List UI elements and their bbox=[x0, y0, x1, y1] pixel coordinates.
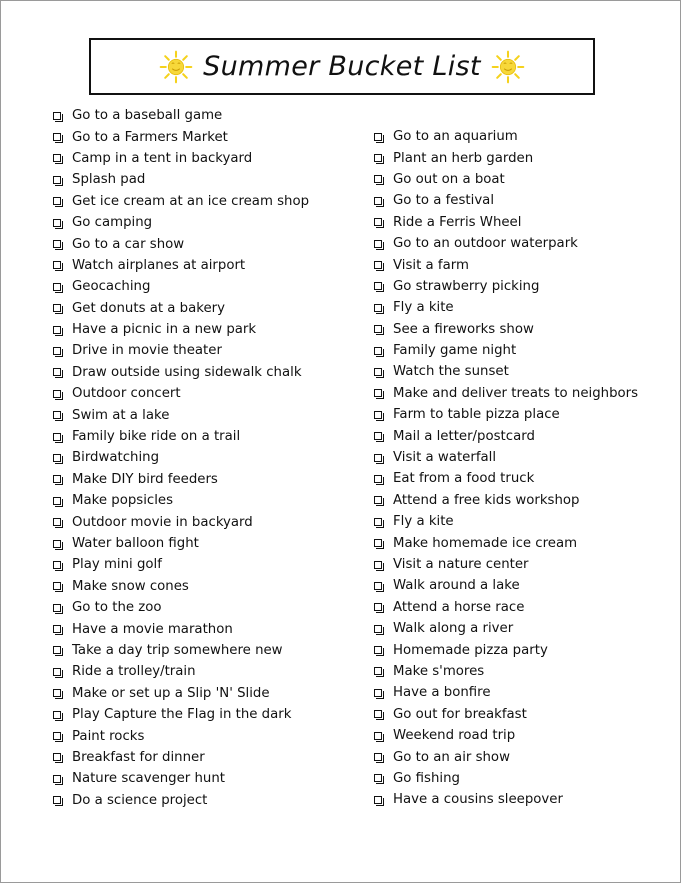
checklist-item bbox=[374, 126, 638, 147]
checklist-item bbox=[53, 469, 309, 490]
checkbox-icon[interactable] bbox=[53, 689, 61, 697]
checklist-item bbox=[374, 682, 638, 703]
checklist-item-label: Have a movie marathon bbox=[72, 621, 233, 637]
checkbox-icon[interactable] bbox=[374, 796, 382, 804]
checkbox-icon[interactable] bbox=[374, 154, 382, 162]
checklist-item-label: Take a day trip somewhere new bbox=[72, 642, 283, 658]
checkbox-icon[interactable] bbox=[374, 389, 382, 397]
checkbox-icon[interactable] bbox=[53, 518, 61, 526]
checklist-item bbox=[53, 683, 309, 704]
checkbox-icon[interactable] bbox=[53, 561, 61, 569]
checkbox-icon[interactable] bbox=[53, 604, 61, 612]
checklist-item-label: Drive in movie theater bbox=[72, 343, 222, 359]
checklist-item bbox=[53, 148, 309, 169]
checkbox-icon[interactable] bbox=[53, 775, 61, 783]
checklist-item bbox=[374, 361, 638, 382]
checklist-item-label: Have a picnic in a new park bbox=[72, 322, 257, 338]
checklist-item bbox=[53, 255, 309, 276]
checkbox-icon[interactable] bbox=[374, 646, 382, 654]
checklist-item bbox=[53, 426, 309, 447]
checkbox-icon[interactable] bbox=[374, 175, 382, 183]
checklist-item-label: Have a cousins sleepover bbox=[393, 792, 563, 808]
checklist-item bbox=[374, 147, 638, 168]
checkbox-icon[interactable] bbox=[53, 796, 61, 804]
checkbox-icon[interactable] bbox=[53, 261, 61, 269]
checklist-item bbox=[53, 404, 309, 425]
checklist-item bbox=[374, 575, 638, 596]
checklist-item bbox=[374, 639, 638, 660]
checklist-item-label: Go to a Farmers Market bbox=[72, 129, 228, 145]
checklist-item-label: Outdoor movie in backyard bbox=[72, 514, 253, 530]
checklist-item-label: Visit a farm bbox=[393, 257, 469, 273]
checklist-item bbox=[374, 490, 638, 511]
checklist-item bbox=[53, 725, 309, 746]
checkbox-icon[interactable] bbox=[53, 390, 61, 398]
checkbox-icon[interactable] bbox=[374, 368, 382, 376]
checklist-item bbox=[374, 190, 638, 211]
checklist-item-label: Go out on a boat bbox=[393, 171, 505, 187]
checkbox-icon[interactable] bbox=[53, 154, 61, 162]
checkbox-icon[interactable] bbox=[53, 668, 61, 676]
checkbox-icon[interactable] bbox=[374, 240, 382, 248]
checkbox-icon[interactable] bbox=[53, 304, 61, 312]
checkbox-icon[interactable] bbox=[53, 283, 61, 291]
checklist-item-label: Get ice cream at an ice cream shop bbox=[72, 193, 310, 209]
checklist-item-label: Splash pad bbox=[72, 172, 146, 188]
checklist-item-label: Do a science project bbox=[72, 792, 208, 808]
page-title: Summer Bucket List bbox=[203, 51, 481, 82]
checklist-item-label: Attend a free kids workshop bbox=[393, 492, 580, 508]
checkbox-icon[interactable] bbox=[53, 326, 61, 334]
checkbox-icon[interactable] bbox=[53, 411, 61, 419]
checklist-item-label: Geocaching bbox=[72, 279, 151, 295]
checklist-item bbox=[374, 233, 638, 254]
checklist-item bbox=[53, 276, 309, 297]
checklist-item-label: Fly a kite bbox=[393, 514, 454, 530]
checkbox-icon[interactable] bbox=[53, 454, 61, 462]
checklist-item-label: Paint rocks bbox=[72, 728, 145, 744]
checklist-item-label: Fly a kite bbox=[393, 300, 454, 316]
checklist-item-label: Mail a letter/postcard bbox=[393, 428, 535, 444]
checkbox-icon[interactable] bbox=[374, 625, 382, 633]
checklist-item-label: Play Capture the Flag in the dark bbox=[72, 707, 292, 723]
checklist-item-label: Family game night bbox=[393, 343, 517, 359]
checkbox-icon[interactable] bbox=[374, 582, 382, 590]
checkbox-icon[interactable] bbox=[374, 282, 382, 290]
checklist-item bbox=[374, 511, 638, 532]
checkbox-icon[interactable] bbox=[374, 561, 382, 569]
checkbox-icon[interactable] bbox=[53, 219, 61, 227]
checklist-item bbox=[374, 661, 638, 682]
checklist-item-label: Go to a car show bbox=[72, 236, 185, 252]
checklist-item bbox=[374, 383, 638, 404]
checklist-item bbox=[374, 704, 638, 725]
checklist-item bbox=[374, 447, 638, 468]
checklist-item bbox=[53, 747, 309, 768]
checklist-item-label: Make popsicles bbox=[72, 493, 174, 509]
checkbox-icon[interactable] bbox=[53, 732, 61, 740]
checklist-item-label: Weekend road trip bbox=[393, 728, 516, 744]
checklist-item-label: Play mini golf bbox=[72, 557, 162, 573]
checkbox-icon[interactable] bbox=[374, 689, 382, 697]
checkbox-icon[interactable] bbox=[53, 347, 61, 355]
checklist-item-label: Walk along a river bbox=[393, 621, 514, 637]
checkbox-icon[interactable] bbox=[53, 368, 61, 376]
checkbox-icon[interactable] bbox=[53, 197, 61, 205]
checkbox-icon[interactable] bbox=[374, 454, 382, 462]
checklist-item-label: Breakfast for dinner bbox=[72, 749, 205, 765]
checklist-item bbox=[53, 319, 309, 340]
checklist-item-label: Draw outside using sidewalk chalk bbox=[72, 364, 302, 380]
checkbox-icon[interactable] bbox=[53, 646, 61, 654]
checklist-item-label: Birdwatching bbox=[72, 450, 160, 466]
checkbox-icon[interactable] bbox=[374, 732, 382, 740]
checklist-item-label: Go to a baseball game bbox=[72, 108, 223, 124]
checklist-item-label: Visit a nature center bbox=[393, 557, 529, 572]
checkbox-icon[interactable] bbox=[53, 176, 61, 184]
checklist-item-label: Eat from a food truck bbox=[393, 471, 535, 487]
checklist-item-label: Go to an aquarium bbox=[393, 129, 518, 145]
checkbox-icon[interactable] bbox=[374, 325, 382, 333]
checklist-item bbox=[53, 790, 309, 811]
checkbox-icon[interactable] bbox=[53, 112, 61, 120]
checklist-item-label: Make or set up a Slip 'N' Slide bbox=[72, 685, 270, 701]
checkbox-icon[interactable] bbox=[53, 582, 61, 590]
checklist-item-label: Swim at a lake bbox=[72, 407, 170, 423]
checkbox-icon[interactable] bbox=[374, 304, 382, 312]
checklist-item-label: Nature scavenger hunt bbox=[72, 771, 225, 787]
checkbox-icon[interactable] bbox=[374, 432, 382, 440]
checkbox-icon[interactable] bbox=[374, 261, 382, 269]
checklist-item-label: Visit a waterfall bbox=[393, 450, 497, 466]
checklist-item bbox=[53, 105, 309, 126]
checklist-item bbox=[53, 383, 309, 404]
checklist-item bbox=[53, 576, 309, 597]
checklist-item bbox=[374, 276, 638, 297]
checklist-item bbox=[374, 597, 638, 618]
checklist-item-label: Farm to table pizza place bbox=[393, 407, 560, 423]
checklist-item-label: Get donuts at a bakery bbox=[72, 300, 226, 316]
checklist-item bbox=[374, 340, 638, 361]
checkbox-icon[interactable] bbox=[53, 540, 61, 548]
checklist-item bbox=[374, 725, 638, 746]
checklist-item-label: Walk around a lake bbox=[393, 578, 520, 594]
checklist-item-label: Make DIY bird feeders bbox=[72, 471, 218, 487]
checklist-item-label: Watch airplanes at airport bbox=[72, 257, 246, 273]
checkbox-icon[interactable] bbox=[53, 753, 61, 761]
checklist-item bbox=[53, 298, 309, 319]
checklist-item-label: Outdoor concert bbox=[72, 386, 181, 402]
checklist-item bbox=[53, 340, 309, 361]
checklist-item bbox=[53, 704, 309, 725]
checkbox-icon[interactable] bbox=[53, 625, 61, 633]
checkbox-icon[interactable] bbox=[374, 603, 382, 611]
checklist-item-label: Make and deliver treats to neighbors bbox=[393, 385, 639, 401]
checkbox-icon[interactable] bbox=[374, 133, 382, 141]
checklist-item bbox=[374, 789, 638, 810]
checkbox-icon[interactable] bbox=[53, 711, 61, 719]
sun-icon bbox=[491, 50, 525, 84]
checkbox-icon[interactable] bbox=[374, 667, 382, 675]
checkbox-icon[interactable] bbox=[374, 496, 382, 504]
checklist-item bbox=[374, 404, 638, 425]
checklist-item bbox=[53, 533, 309, 554]
checklist-item bbox=[53, 169, 309, 190]
checkbox-icon[interactable] bbox=[53, 497, 61, 505]
checklist-item bbox=[53, 640, 309, 661]
checklist-item-label: Go to the zoo bbox=[72, 600, 162, 616]
checklist-item bbox=[374, 554, 638, 575]
checklist-item-label: Homemade pizza party bbox=[393, 642, 548, 658]
right-checklist bbox=[374, 126, 638, 811]
checklist-item bbox=[53, 554, 309, 575]
checklist-item-label: Plant an herb garden bbox=[393, 150, 534, 166]
checklist-item bbox=[374, 768, 638, 789]
checklist-item bbox=[374, 746, 638, 767]
checklist-item-label: Go fishing bbox=[393, 770, 460, 786]
checkbox-icon[interactable] bbox=[374, 475, 382, 483]
checklist-item-label: Ride a trolley/train bbox=[72, 664, 196, 680]
checklist-item-label: Ride a Ferris Wheel bbox=[393, 214, 522, 230]
checkbox-icon[interactable] bbox=[374, 753, 382, 761]
checklist-item bbox=[53, 233, 309, 254]
checkbox-icon[interactable] bbox=[374, 518, 382, 526]
checklist-item-label: Have a bonfire bbox=[393, 685, 491, 701]
checklist-item bbox=[53, 618, 309, 639]
checklist-item bbox=[374, 532, 638, 553]
left-checklist bbox=[53, 105, 309, 811]
checklist-item bbox=[374, 254, 638, 275]
checklist-item-label: Go camping bbox=[72, 215, 153, 231]
checklist-item bbox=[53, 212, 309, 233]
checkbox-icon[interactable] bbox=[374, 411, 382, 419]
checklist-item bbox=[53, 362, 309, 383]
checklist-item bbox=[53, 661, 309, 682]
checkbox-icon[interactable] bbox=[53, 475, 61, 483]
checklist-item bbox=[53, 768, 309, 789]
checklist-item-label: Make s'mores bbox=[393, 663, 485, 679]
checklist-item-label: Attend a horse race bbox=[393, 599, 525, 615]
checklist-item bbox=[53, 191, 309, 212]
checkbox-icon[interactable] bbox=[374, 347, 382, 355]
checklist-item-label: Go to an air show bbox=[393, 749, 510, 765]
checklist-item-label: Make homemade ice cream bbox=[393, 535, 578, 551]
checklist-item bbox=[53, 490, 309, 511]
checklist-item-label: Water balloon fight bbox=[72, 536, 199, 551]
checklist-item-label: See a fireworks show bbox=[393, 321, 534, 337]
checklist-item-label: Go to a festival bbox=[393, 193, 495, 209]
checklist-item bbox=[374, 468, 638, 489]
checkbox-icon[interactable] bbox=[374, 774, 382, 782]
checkbox-icon[interactable] bbox=[374, 218, 382, 226]
checklist-item-label: Go out for breakfast bbox=[393, 706, 527, 722]
checkbox-icon[interactable] bbox=[53, 133, 61, 141]
checklist-item bbox=[53, 597, 309, 618]
checkbox-icon[interactable] bbox=[374, 710, 382, 718]
checkbox-icon[interactable] bbox=[53, 240, 61, 248]
sun-icon bbox=[159, 50, 193, 84]
checklist-item bbox=[374, 618, 638, 639]
checklist-item-label: Family bike ride on a trail bbox=[72, 429, 241, 445]
checklist-item bbox=[374, 297, 638, 318]
checkbox-icon[interactable] bbox=[374, 539, 382, 547]
checklist-item bbox=[53, 126, 309, 147]
checklist-item bbox=[374, 169, 638, 190]
checklist-item bbox=[53, 511, 309, 532]
checklist-item-label: Watch the sunset bbox=[393, 364, 509, 380]
checklist-item-label: Camp in a tent in backyard bbox=[72, 150, 253, 166]
checklist-item-label: Make snow cones bbox=[72, 578, 189, 594]
checklist-item bbox=[53, 447, 309, 468]
checklist-item-label: Go to an outdoor waterpark bbox=[393, 236, 578, 252]
checklist-item-label: Go strawberry picking bbox=[393, 278, 540, 294]
checklist-item bbox=[374, 425, 638, 446]
checklist-item bbox=[374, 319, 638, 340]
checklist-item bbox=[374, 212, 638, 233]
title-box bbox=[89, 38, 595, 95]
checkbox-icon[interactable] bbox=[53, 433, 61, 441]
checkbox-icon[interactable] bbox=[374, 197, 382, 205]
